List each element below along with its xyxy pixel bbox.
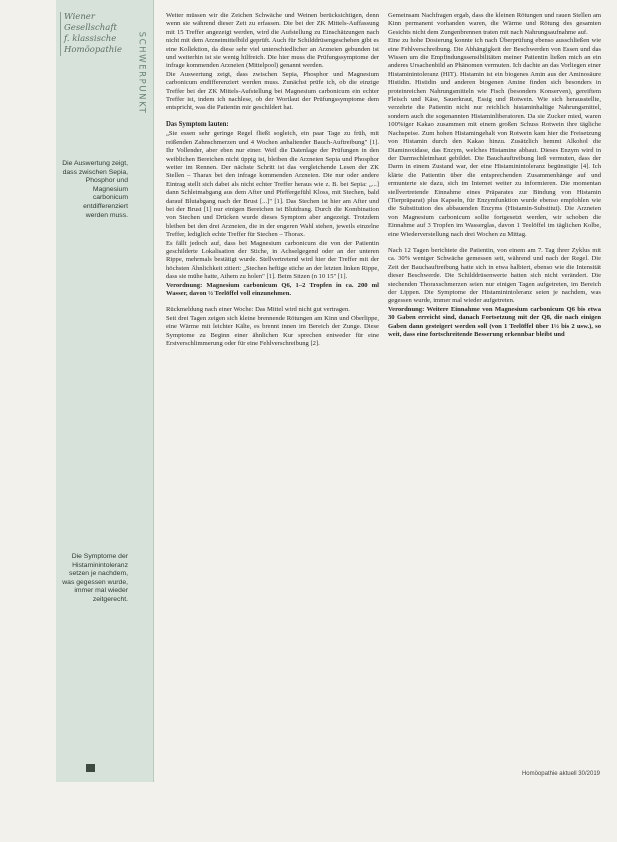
section-label-text: SCHWERPUNKT [136,31,147,115]
section-heading: Das Symptom lauten: [166,120,229,128]
pullquote-1: Die Auswertung zeigt, dass zwischen Sepia, Phosphor und Magnesium carbonicum entdifferenziert werden muss. [62,160,128,219]
paragraph: Es fällt jedoch auf, dass bei Magnesium carbonicum die von der Patientin geschilderte Lokalisation der Stiche, in Achselgegend oder an der unteren Rippe, mehrmals bestätigt wurde. Stellvertretend wird hier der Treffer mit der höchsten Ähnlichkeit zitiert: „Stechen heftige stiche an der letzten linken Rippe, dass sie mühe hatte, Athem zu holen" [1]. Beim Sitzen (n 10 15" [1]. [166,239,379,281]
section-label [130,18,152,128]
paragraph: Seit drei Tagen zeigen sich kleine brennende Rötungen am Kinn und Oberlippe, eine Wärme mit leichter Kälte, es brennt innen im Bereich der Zunge. Diese Symptome zu Beginn einer ähnlichen Kur sprechen entweder für eine Erstverschlimmerung oder für eine Fehlverschreibung [2]. [166,314,379,348]
paragraph: Rückmeldung nach einer Woche: Das Mittel wird nicht gut vertragen. [166,306,350,314]
paragraph: Die Auswertung zeigt, dass zwischen Sepia, Phosphor und Magnesium carbonicum endifferenziert werden muss. Zunächst prüfe ich, ob die einzige Treffer bei der ZK Mittels-Aufstellung bei Magnesium carbonicum ein echter Treffer ist, indem ich nachlese, ob der Wortlaut der Prüfungssymptome dem entspricht, was die Patientin mir geschildert hat. [166,70,379,112]
logo-line: Homöopathie [64,45,122,55]
column-right [388,12,601,339]
prescription: Verordnung: Magnesium carbonicum Q6, 1–2 Tropfen in ca. 200 ml Wasser, davon ½ Teelöffel voll einzunehmen. [166,281,379,297]
prescription: Verordnung: Weitere Einnahme von Magnesium carbonicum Q6 bis etwa 30 Gaben erreicht sind, danach Fortsetzung mit der Q8, die nach einigen Gaben dann gesteigert werden soll (von 1 Teelöffel über 1½ bis 2 usw.), so weit, dass eine fortschreitende Besserung erkennbar bleibt und [388,305,601,339]
society-logo [60,12,139,56]
pullquote-2: Die Symptome der Histaminintoleranz setzen je nachdem, was gegessen wurde, immer mal wieder zeitgerecht. [62,553,128,603]
logo-line: Gesellschaft [64,23,117,33]
paragraph: Nach 12 Tagen berichtete die Patientin, von einem am 7. Tag ihrer Zyklus mit ca. 30% weniger Schwäche gemessen seit, während und nach der Regel. Die Zeit der Bauchauftreibung hatte sich in etwa halbiert, ebenso wie die Intensität dieser Beschwerde. Die Schilddrüsenwerte hatten sich nicht verändert. Die stechenden Thoraxschmerzen seien nur einigen Tagen aufgetreten, im Bereich der Lippen. Die Symptome der Histaminintoleranz seien je nachdem, was gegessen wurde, immer mal wieder aufgetreten. [388,246,601,305]
page-footer: Homöopathie aktuell 30/2019 [521,771,600,777]
column-left [166,12,379,348]
logo-line: Wiener [64,12,95,22]
paragraph: „Sie essen sehr geringe Regel fließt sogleich, ein paar Tage zu früh, mit reißenden Zahnschmerzen und 4 Wochen anhaltender Bauch-Auftreibung" [1]. Ihr Vollender, aber eben nur einer. Weil die Datenlage der Prüfungen in den weiblichen Bereichen nicht üppig ist, bleiben die Arzneien Sepia und Phosphor weiter im Rennen. Der nächste Schritt ist das vergleichende Lesen der ZK Stellen – Tharax bei den infrage kommenden Arzneien. Die nur oder andere Eintrag stellt sich dabei als nicht echter Treffer heraus wie z. B. bei Sepia: „...] dann Schleimabgang aus dem After und Pfeffergefühl Kloss, mit Stechen, bald darauf Blutabgang nach der Brust [...]" [1]. Das Stechen ist hier am After und bei der Brust [1] nur einigen Bereichen ist Blutdrang. Durch die Kombination von Stechen und Drücken wurde dieses Symptom aber angezeigt. Trotzdem bleiben bei den drei Arzneien, die in der engeren Wahl stehen, jeweils einzelne Treffer, lediglich echte Treffer für Stechen – Thorax. [166,130,379,239]
paragraph: Gemeinsam Nachfragen ergab, dass die kleinen Rötungen und rauen Stellen am Kinn permanent vorhanden waren, die Wärme und Rötung des gesamten Gesichts nicht dem Zungenbrennen traten mit nach Nahrungsaufnahme auf. [388,12,601,36]
paragraph: Weiter müssen wir die Zeichen Schwäche und Weinen berücksichtigen, denn wenn sie während dieser Zeit zu erfassen. Die bei der ZK Mittels-Auffassung mit 15 Treffer angezeigt werden, wird die Aufstellung zu Einschätzungen nach nicht mit dem Arzneimittelbild geprüft. Auch für Schilddrüsengeschehen gibt es eine Kollektion, da diese sehr viel unterschiedlicher an Arzneien gebunden ist und weiterhin ist sie wenig hilfreich. Die hier muss die Prüfungssymptome der infrage kommenden Arzneien (Mittelpool) genannt werden. [166,12,379,70]
logo-line: f. klassische [64,34,117,44]
paragraph: Eine zu hohe Dosierung konnte ich nach Überprüfung ebenso ausschließen wie eine Fehlverschreibung. Die Abhängigkeit der Beschwerden von Essen und das Wissen um die Empfindungssensibilitäten meiner Patientin ließen mich an ein anderes Ursachenbild an Phänomen vermuten. Ich dachte an das Vorliegen einer Histaminintoleranz (HIT). Histamin ist ein biogenes Amin aus der Aminosäure Histidin. Histidin und anderen biogenen Amine finden sich besonders in proteinreichen Nahrungsmitteln wie Fisch (besonders Konserven), gereiftem Fleisch und Käse, Sauerkraut, Essig und Rotwein. Wie sich herausstellte, verzehrte die Patientin nicht nur reichlich histaminhaltige Nahrungsmittel, sondern auch die sogenannten Histaminliberatoren. Da sie Zucker mied, waren 100%iger Kakao zusammen mit einem großen Schuss Rotwein ihre tägliche Nachspeise. Zum hohen Histamingehalt von Rotwein kam hier die Freisetzung von Histamin durch den Kakao hinzu. Zusätzlich hemmt Alkohol die Diaminoxidase, das Enzym, welches Histamine abbaut. Dieses Enzym wird in der Darmschleimhaut gebildet. Die Bauchauftreibung ließ vermuten, dass der Darm in einem Zustand war, der eine Histaminintoleranz begünstigte [4]. Ich klärte die Patientin über die entsprechenden Zusammenhänge auf und ermunterte sie dazu, sich im Internet weiter zu informieren. Die momentan stellvertretende Einnahme eines Präparates zur Bindung von Histamin (Tierpräparat) plus Kapseln, für Enzymfunktion wurde ebenso empfohlen wie die Substitution des abbauenden Enzyms (Histamin-Substitut). Die Arzneien von Magnesium carbonicum sollte fortgesetzt werden, wir schoben die Einnahme auf 3 Tropfen im Wasserglas, davon 1 Teelöffel im täglichen Kolbe, eine Wiederverstellung nach drei Wochen zu Mittag. [388,37,601,238]
